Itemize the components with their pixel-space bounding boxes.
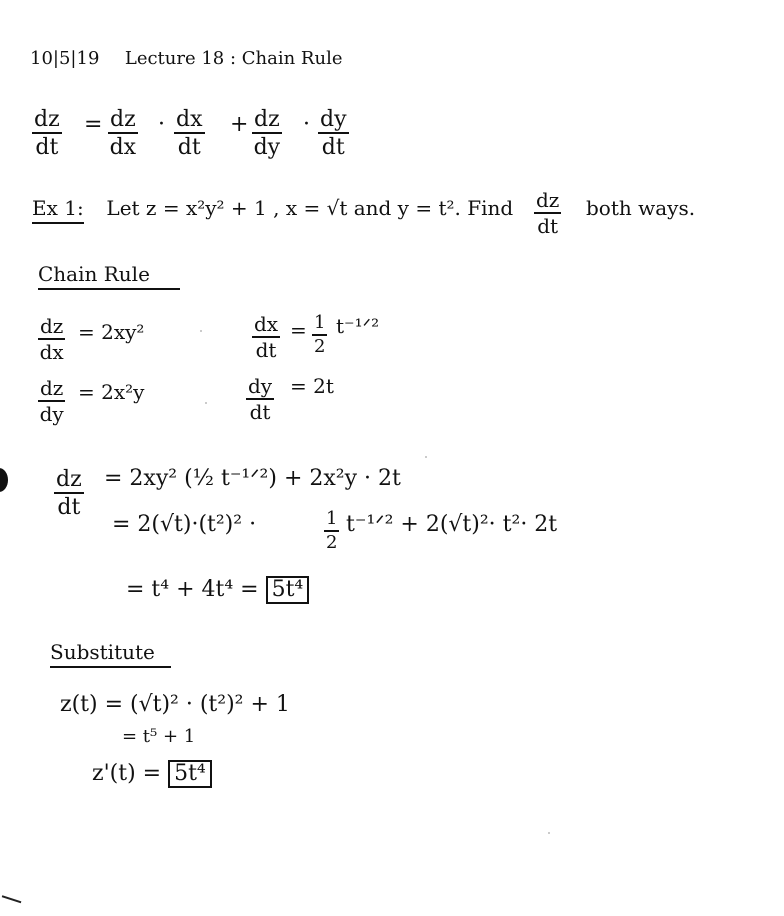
substitute-result-box: 5t⁴: [168, 760, 212, 788]
derivative-dx-dt-power: t⁻¹ᐟ²: [336, 314, 380, 338]
substitute-line-2: z'(t) = 5t⁴: [92, 760, 212, 788]
example-label: Ex 1:: [32, 196, 84, 224]
partial-dz-dy-value: = 2x²y: [78, 380, 145, 404]
partial-dz-dy: $\frac{dz}{dy}$: [39, 376, 64, 426]
paper-speck: [425, 456, 427, 458]
note-title: Lecture 18 : Chain Rule: [124, 48, 343, 69]
chain-rule-heading: Chain Rule: [38, 262, 180, 290]
substitute-line-1: z(t) = (√t)² · (t²)² + 1: [60, 692, 290, 717]
chain-rule-line-2-half: $\frac{1}{2}$: [326, 508, 338, 553]
substitute-heading: Substitute: [50, 640, 171, 668]
chain-rule-line-1: = 2xy² (½ t⁻¹ᐟ²) + 2x²y · 2t: [104, 466, 401, 491]
formula-dz-dy: $\frac{dz}{dy}$: [253, 107, 281, 161]
chain-rule-line-2a: = 2(√t)·(t²)² ·: [112, 512, 257, 537]
page-corner-fold: [0, 895, 21, 913]
partial-dz-dx: $\frac{dz}{dx}$: [39, 314, 64, 364]
chain-rule-result-box: 5t⁴: [266, 576, 310, 604]
paper-speck: [548, 832, 550, 834]
derivative-dx-dt: $\frac{dx}{dt}$: [254, 312, 279, 362]
formula-dz-dt: $\frac{dz}{dt}$: [34, 107, 60, 161]
derivative-dy-dt: $\frac{dy}{dt}$: [248, 374, 273, 424]
paper-speck: [200, 330, 202, 332]
formula-dy-dt: $\frac{dy}{dt}$: [320, 107, 347, 161]
total-derivative-dz-dt: $\frac{dz}{dt}$: [56, 467, 82, 521]
formula-dot: ·: [158, 112, 165, 137]
formula-equals: =: [84, 112, 103, 137]
partial-dz-dx-value: = 2xy²: [78, 320, 145, 344]
substitute-line-1-simplified: = t⁵ + 1: [122, 726, 196, 747]
note-header: [30, 48, 343, 69]
formula-dot: ·: [303, 112, 310, 137]
example-both-ways: both ways.: [586, 196, 696, 220]
derivative-dy-dt-value: = 2t: [290, 374, 334, 398]
scan-edge-mark: [0, 468, 8, 492]
derivative-dx-dt-half: $\frac{1}{2}$: [314, 312, 326, 357]
chain-rule-line-2b: t⁻¹ᐟ² + 2(√t)²· t²· 2t: [346, 512, 558, 537]
formula-dz-dx: $\frac{dz}{dx}$: [109, 107, 137, 161]
example-statement: Let z = x²y² + 1 , x = √t and y = t². Find: [106, 196, 514, 220]
chain-rule-line-3: = t⁴ + 4t⁴ = 5t⁴: [126, 576, 309, 604]
example-find-dz-dt: $\frac{dz}{dt}$: [536, 188, 560, 238]
note-date: 10|5|19: [30, 48, 100, 69]
derivative-dx-dt-equals: =: [290, 318, 307, 342]
formula-dx-dt: $\frac{dx}{dt}$: [176, 107, 203, 161]
formula-plus: +: [230, 112, 249, 137]
paper-speck: [205, 402, 207, 404]
